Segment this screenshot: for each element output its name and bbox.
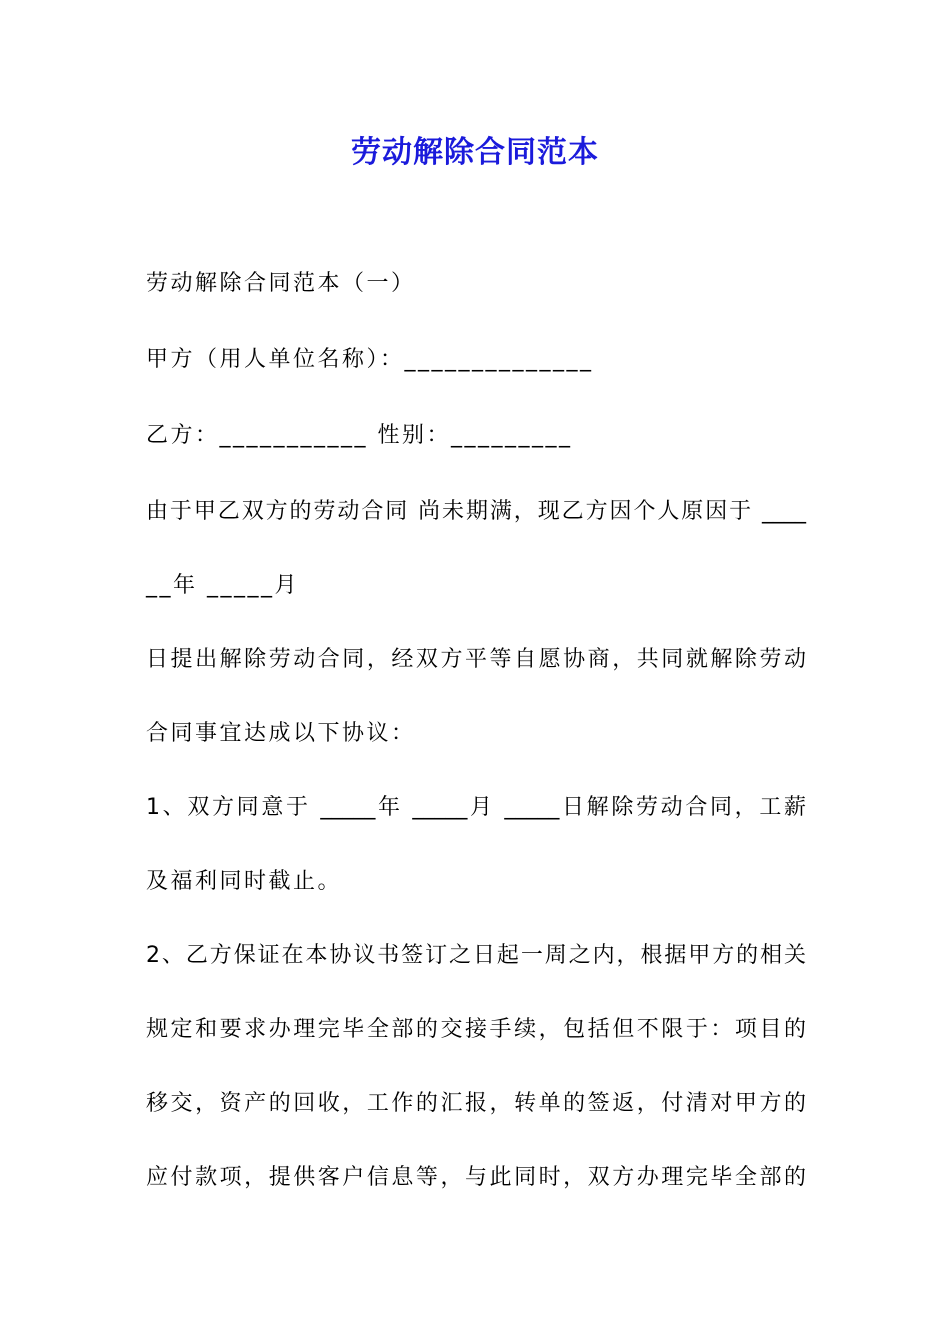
paragraph-line: 合同事宜达成以下协议：	[146, 721, 416, 746]
clause-1-line: 1、双方同意于 _____年 _____月 _____日解除劳动合同，工薪	[146, 795, 806, 820]
section-heading: 劳动解除合同范本（一）	[146, 271, 416, 296]
clause-2-line: 2、乙方保证在本协议书签订之日起一周之内，根据甲方的相关	[146, 943, 806, 968]
paragraph-line: 由于甲乙双方的劳动合同 尚未期满，现乙方因个人原因于 ____	[146, 499, 806, 524]
paragraph-line: 日提出解除劳动合同，经双方平等自愿协商，共同就解除劳动	[146, 647, 806, 672]
party-a-line: 甲方（用人单位名称）：______________	[146, 347, 594, 372]
clause-2-line: 规定和要求办理完毕全部的交接手续，包括但不限于：项目的	[146, 1017, 806, 1042]
clause-2-line: 应付款项，提供客户信息等，与此同时，双方办理完毕全部的	[146, 1165, 806, 1190]
document-title: 劳动解除合同范本	[351, 135, 599, 170]
paragraph-line: __年 _____月	[146, 573, 299, 598]
clause-1-line: 及福利同时截止。	[146, 869, 343, 894]
party-b-line: 乙方：___________ 性别：_________	[146, 423, 573, 448]
clause-2-line: 移交，资产的回收，工作的汇报，转单的签返，付清对甲方的	[146, 1091, 806, 1116]
